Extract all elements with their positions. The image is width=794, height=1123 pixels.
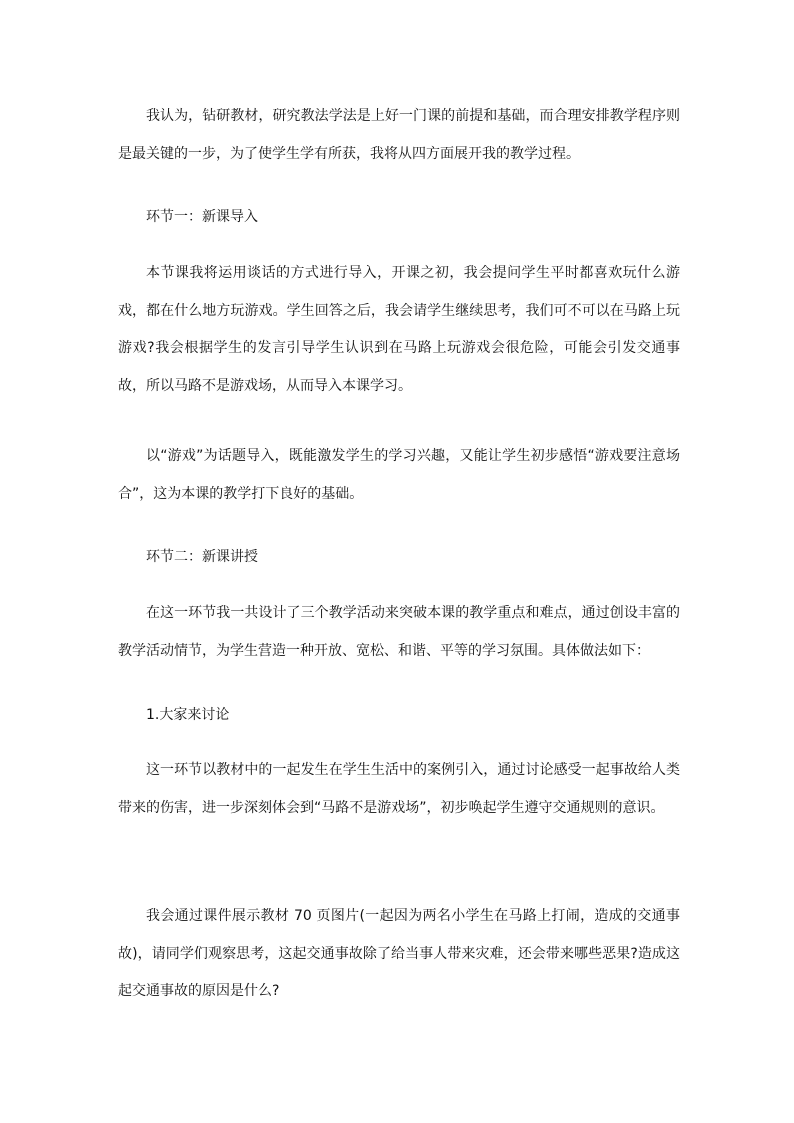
paragraph-courseware: 我会通过课件展示教材 70 页图片(一起因为两名小学生在马路上打闹，造成的交通事故)，请同学们观察思考，这起交通事故除了给当事人带来灾难，还会带来哪些恶果?造成这起交通事故的原因是什么?	[118, 908, 680, 999]
paragraph-discussion: 这一环节以教材中的一起发生在学生生活中的案例引入，通过讨论感受一起事故给人类带来的伤害，进一步深刻体会到“马路不是游戏场”，初步唤起学生遵守交通规则的意识。	[118, 762, 680, 816]
subsection-heading-discussion: 1.大家来讨论	[146, 707, 230, 723]
paragraph-lead-in-purpose: 以“游戏”为话题导入，既能激发学生的学习兴趣，又能让学生初步感悟“游戏要注意场合”，这为本课的教学打下良好的基础。	[118, 448, 680, 502]
section-heading-2: 环节二：新课讲授	[146, 549, 258, 565]
paragraph-teaching-activities: 在这一环节我一共设计了三个教学活动来突破本课的教学重点和难点，通过创设丰富的教学活动情节，为学生营造一种开放、宽松、和谐、平等的学习氛围。具体做法如下：	[118, 605, 680, 659]
paragraph-lead-in: 本节课我将运用谈话的方式进行导入，开课之初，我会提问学生平时都喜欢玩什么游戏，都在什么地方玩游戏。学生回答之后，我会请学生继续思考，我们可不可以在马路上玩游戏?我会根据学生的发言引导学生认识到在马路上玩游戏会很危险，可能会引发交通事故，所以马路不是游戏场，从而导入本课学习。	[118, 265, 680, 394]
paragraph-intro: 我认为，钻研教材，研究教法学法是上好一门课的前提和基础，而合理安排教学程序则是最关键的一步，为了使学生学有所获，我将从四方面展开我的教学过程。	[118, 108, 680, 162]
section-heading-1: 环节一：新课导入	[146, 209, 258, 225]
